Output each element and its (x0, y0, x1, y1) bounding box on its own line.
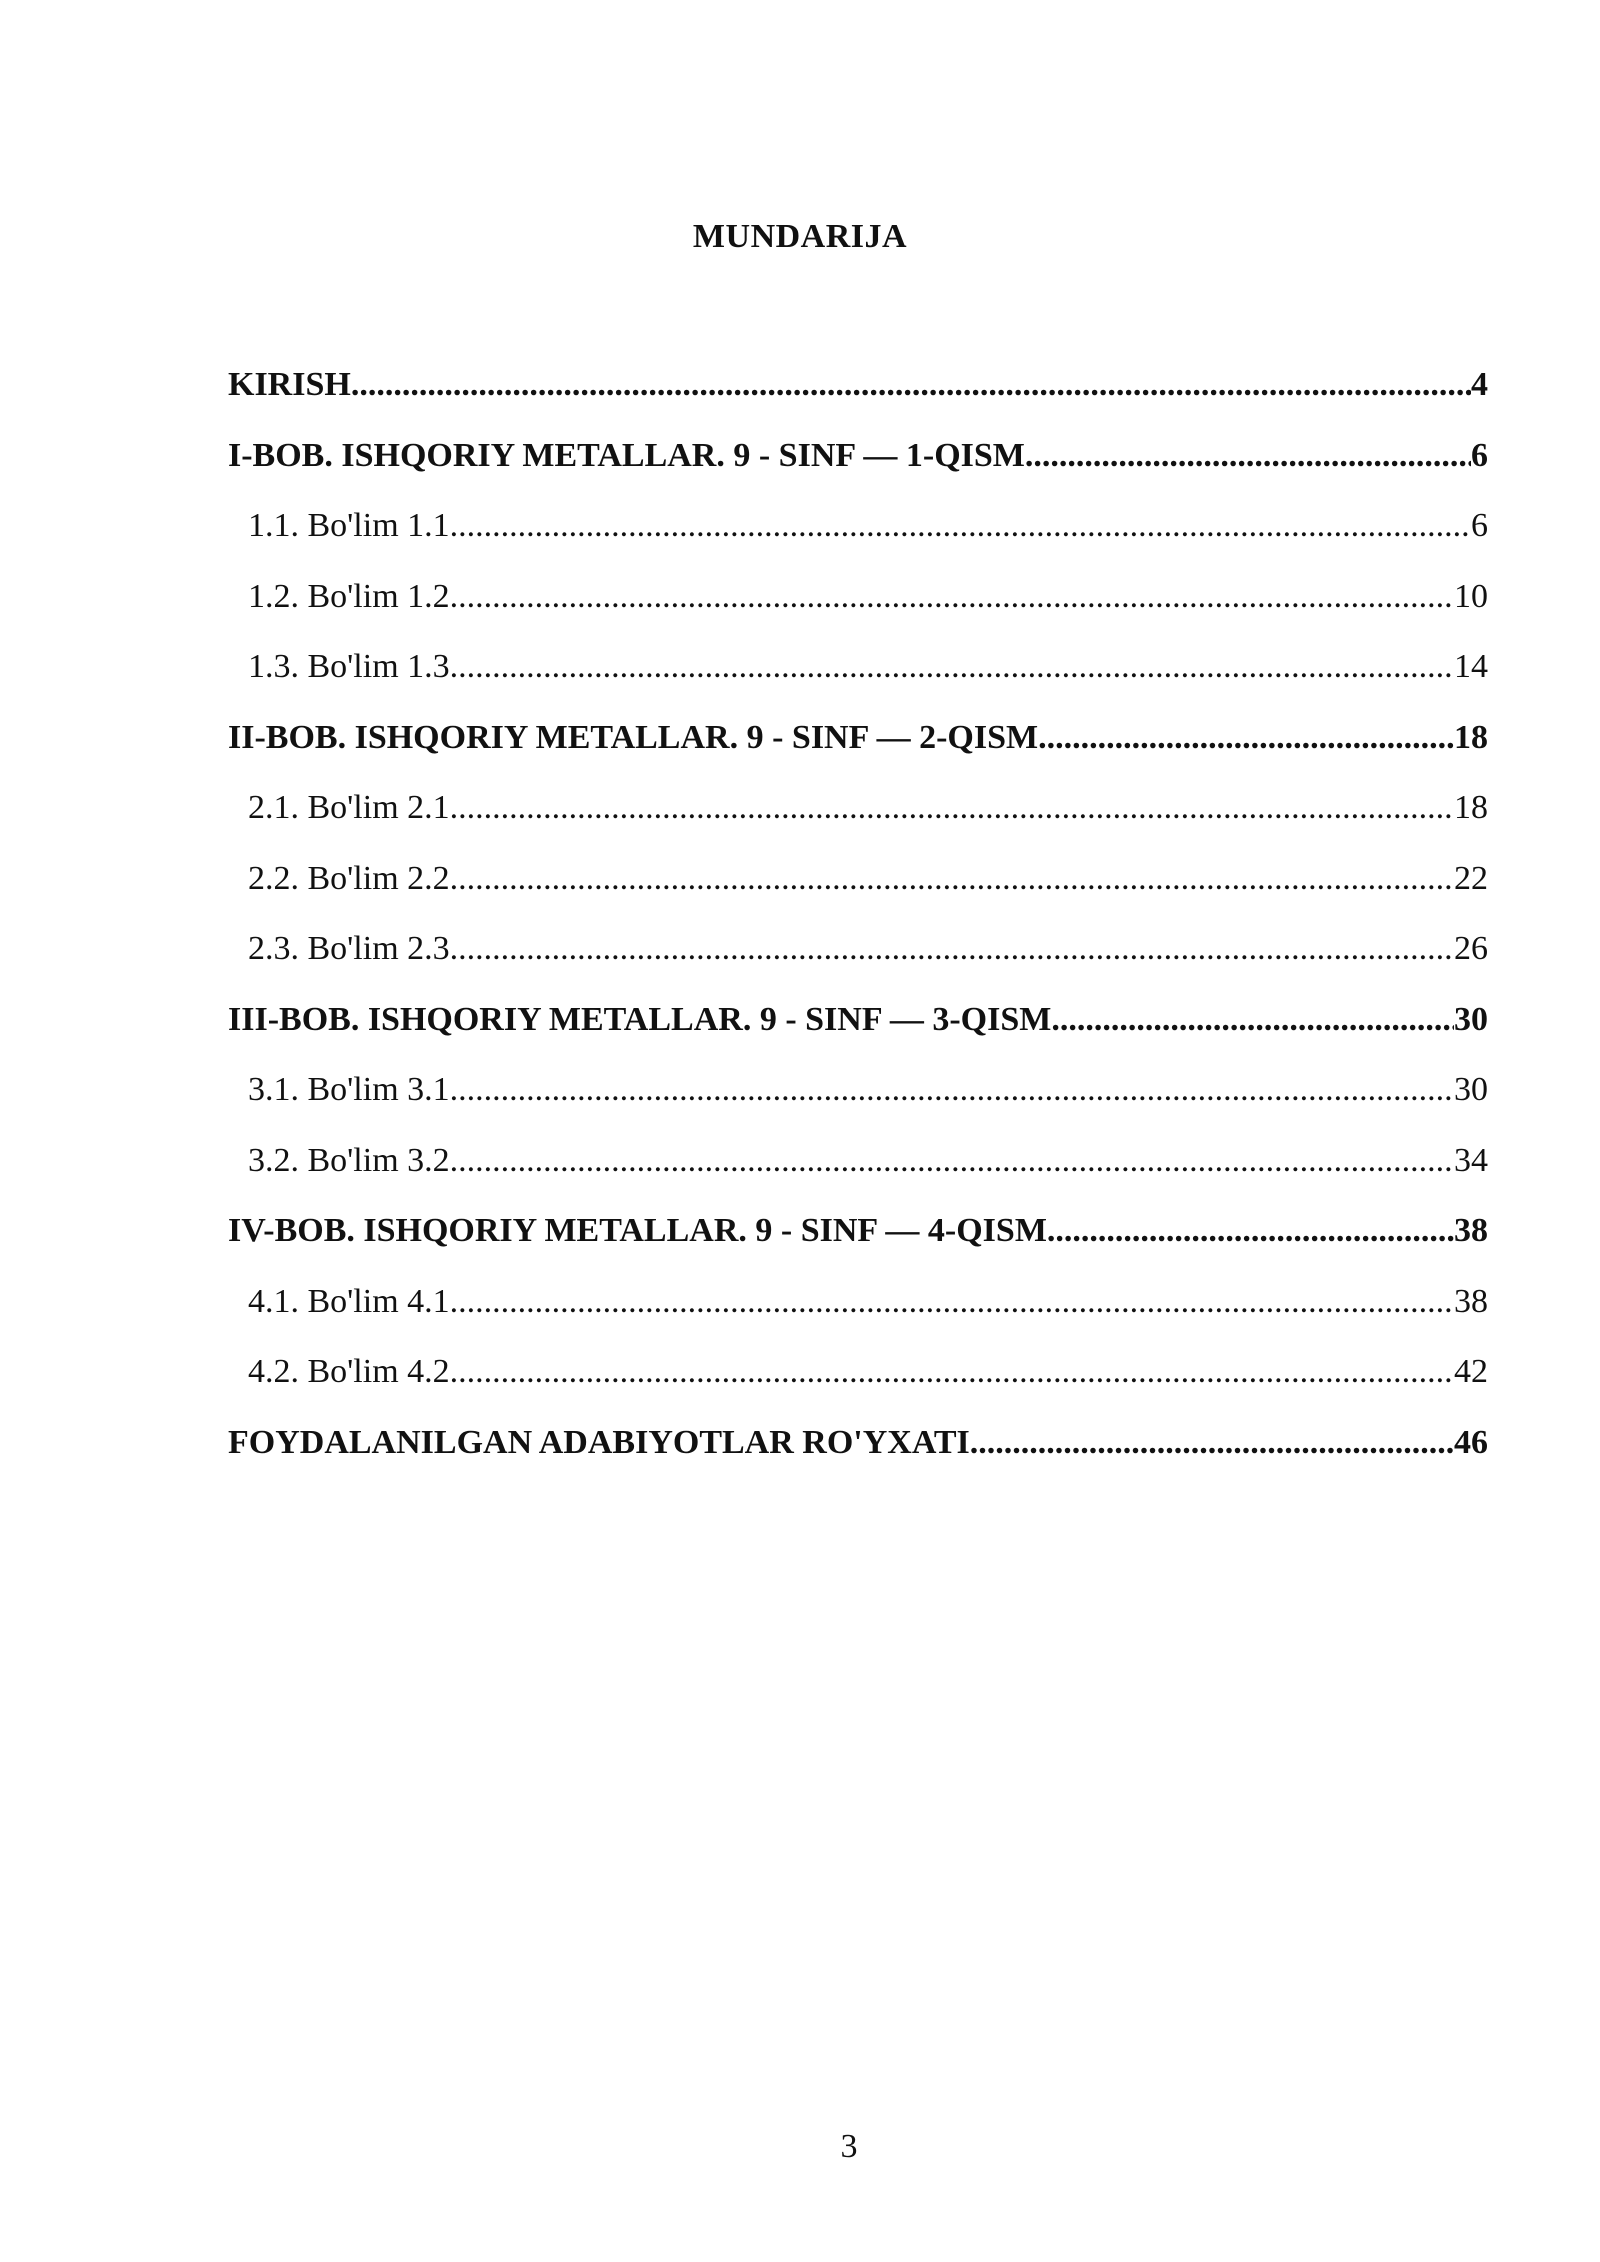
toc-entry-label: 3.2. Bo'lim 3.2 (248, 1141, 450, 1179)
toc-dot-leader (1047, 1196, 1454, 1267)
toc-entry-page: 4 (1471, 366, 1488, 403)
toc-entry-label: II-BOB. ISHQORIY METALLAR. 9 - SINF — 2-QISM (228, 718, 1039, 756)
toc-dot-leader (450, 491, 1471, 562)
toc-entry-page: 10 (1454, 577, 1488, 615)
toc-entry-label: 3.1. Bo'lim 3.1 (248, 1071, 450, 1108)
toc-dot-leader (450, 562, 1454, 633)
toc-entry-page: 6 (1471, 436, 1488, 474)
toc-entry[interactable] (228, 1196, 1488, 1267)
toc-entry-label: 2.3. Bo'lim 2.3 (248, 930, 450, 967)
toc-dot-leader (450, 914, 1454, 985)
toc-entry[interactable] (228, 421, 1488, 492)
toc-entry-label: IV-BOB. ISHQORIY METALLAR. 9 - SINF — 4-QISM (228, 1212, 1047, 1249)
toc-entry-page: 18 (1454, 718, 1488, 756)
toc-entry-label: 1.3. Bo'lim 1.3 (248, 648, 450, 685)
toc-entry-page: 14 (1454, 648, 1488, 685)
toc-entry-page: 30 (1454, 1000, 1488, 1038)
toc-dot-leader (450, 632, 1454, 703)
toc-dot-leader (970, 1408, 1454, 1479)
toc-entry-label: 1.2. Bo'lim 1.2 (248, 577, 450, 615)
toc-dot-leader (450, 1267, 1454, 1338)
toc-entry[interactable] (228, 1267, 1488, 1338)
toc-entry[interactable] (228, 985, 1488, 1056)
toc-entry[interactable] (228, 844, 1488, 915)
toc-entry-label: 1.1. Bo'lim 1.1 (248, 507, 450, 544)
toc-entry[interactable] (228, 1408, 1488, 1479)
toc-entry[interactable] (228, 562, 1488, 633)
toc-entry-label: 4.2. Bo'lim 4.2 (248, 1353, 450, 1390)
toc-entry[interactable] (228, 491, 1488, 562)
toc-entry[interactable] (228, 1337, 1488, 1408)
toc-entry-label: I-BOB. ISHQORIY METALLAR. 9 - SINF — 1-QISM (228, 436, 1025, 474)
toc-entry-page: 38 (1454, 1212, 1488, 1249)
toc-dot-leader (450, 1126, 1454, 1197)
toc-entry-label: 2.2. Bo'lim 2.2 (248, 859, 450, 897)
toc-entry-page: 38 (1454, 1282, 1488, 1320)
toc-dot-leader (450, 1055, 1454, 1126)
toc-entry[interactable] (228, 350, 1488, 421)
toc-entry[interactable] (228, 1126, 1488, 1197)
toc-entry[interactable] (228, 773, 1488, 844)
toc-dot-leader (450, 844, 1454, 915)
toc-entry[interactable] (228, 914, 1488, 985)
toc-title: MUNDARIJA (692, 218, 908, 255)
toc-dot-leader (1051, 985, 1454, 1056)
toc-entry[interactable] (228, 632, 1488, 703)
toc-entry-label: III-BOB. ISHQORIY METALLAR. 9 - SINF — 3-QISM (228, 1000, 1052, 1038)
toc-entry-page: 26 (1454, 930, 1488, 967)
toc-entry-page: 34 (1454, 1141, 1488, 1179)
toc-dot-leader (351, 350, 1471, 421)
toc-dot-leader (450, 773, 1454, 844)
toc-entry[interactable] (228, 703, 1488, 774)
toc-entry-page: 42 (1454, 1353, 1488, 1390)
toc-entry-label: 4.1. Bo'lim 4.1 (248, 1282, 450, 1320)
toc-entry-page: 30 (1454, 1071, 1488, 1108)
toc-entry-label: FOYDALANILGAN ADABIYOTLAR RO'YXATI (228, 1423, 970, 1461)
page-number: 3 (840, 2128, 858, 2165)
table-of-contents (228, 350, 1488, 1478)
toc-entry-page: 6 (1471, 507, 1488, 544)
toc-dot-leader (1038, 703, 1454, 774)
toc-entry-label: 2.1. Bo'lim 2.1 (248, 789, 450, 826)
toc-entry-label: KIRISH (228, 366, 351, 403)
toc-dot-leader (450, 1337, 1454, 1408)
toc-dot-leader (1025, 421, 1471, 492)
toc-entry-page: 46 (1454, 1423, 1488, 1461)
toc-entry-page: 22 (1454, 859, 1488, 897)
toc-entry-page: 18 (1454, 789, 1488, 826)
toc-entry[interactable] (228, 1055, 1488, 1126)
